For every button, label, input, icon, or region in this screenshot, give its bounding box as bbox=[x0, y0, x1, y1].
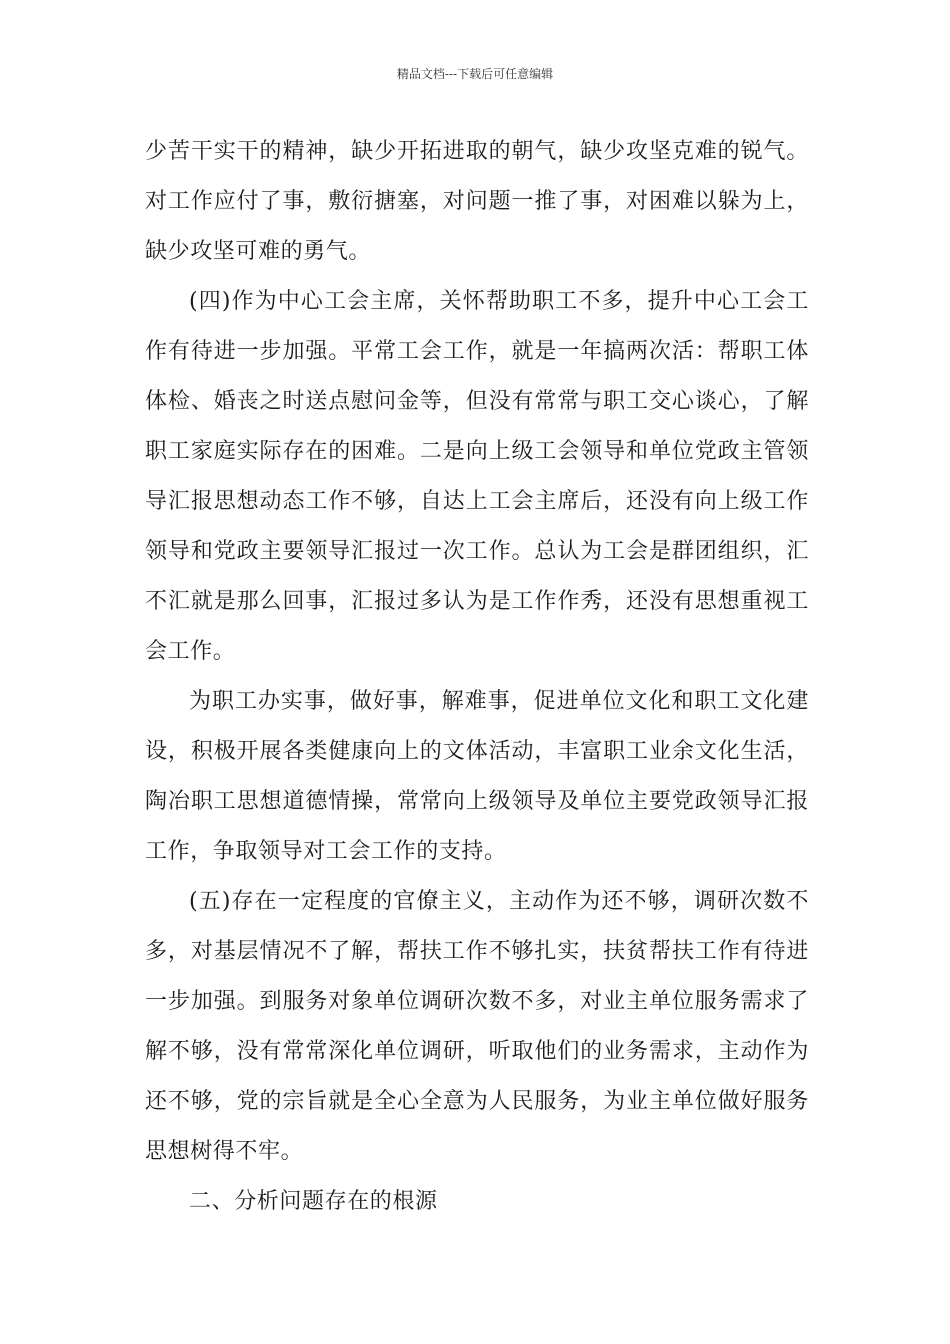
paragraph-section-four: (四)作为中心工会主席，关怀帮助职工不多，提升中心工会工作有待进一步加强。平常工会工作，就是一年搞两次活：帮职工体体检、婚丧之时送点慰问金等，但没有常常与职工交心谈心，了解职工家庭实际存在的困难。二是向上级工会领导和单位党政主管领导汇报思想动态工作不够，自达上工会主席后，还没有向上级工作领导和党政主要领导汇报过一次工作。总认为工会是群团组织，汇不汇就是那么回事，汇报过多认为是工作作秀，还没有思想重视工会工作。 bbox=[145, 289, 809, 664]
section-heading-root-causes: 二、分析问题存在的根源 bbox=[189, 1189, 438, 1214]
document-body bbox=[145, 127, 809, 1227]
page-header: 精品文档---下载后可任意编辑 bbox=[396, 67, 554, 81]
paragraph-improvement-measures: 为职工办实事，做好事，解难事，促进单位文化和职工文化建设，积极开展各类健康向上的文体活动，丰富职工业余文化生活，陶冶职工思想道德情操，常常向上级领导及单位主要党政领导汇报工作，争取领导对工会工作的支持。 bbox=[145, 689, 809, 864]
paragraph-continuation: 少苦干实干的精神，缺少开拓进取的朝气，缺少攻坚克难的锐气。对工作应付了事，敷衍搪塞，对问题一推了事，对困难以躲为上，缺少攻坚可难的勇气。 bbox=[145, 139, 809, 264]
paragraph-section-five: (五)存在一定程度的官僚主义，主动作为还不够，调研次数不多，对基层情况不了解，帮扶工作不够扎实，扶贫帮扶工作有待进一步加强。到服务对象单位调研次数不多，对业主单位服务需求了解不够，没有常常深化单位调研，听取他们的业务需求，主动作为还不够，党的宗旨就是全心全意为人民服务，为业主单位做好服务思想树得不牢。 bbox=[145, 889, 809, 1164]
